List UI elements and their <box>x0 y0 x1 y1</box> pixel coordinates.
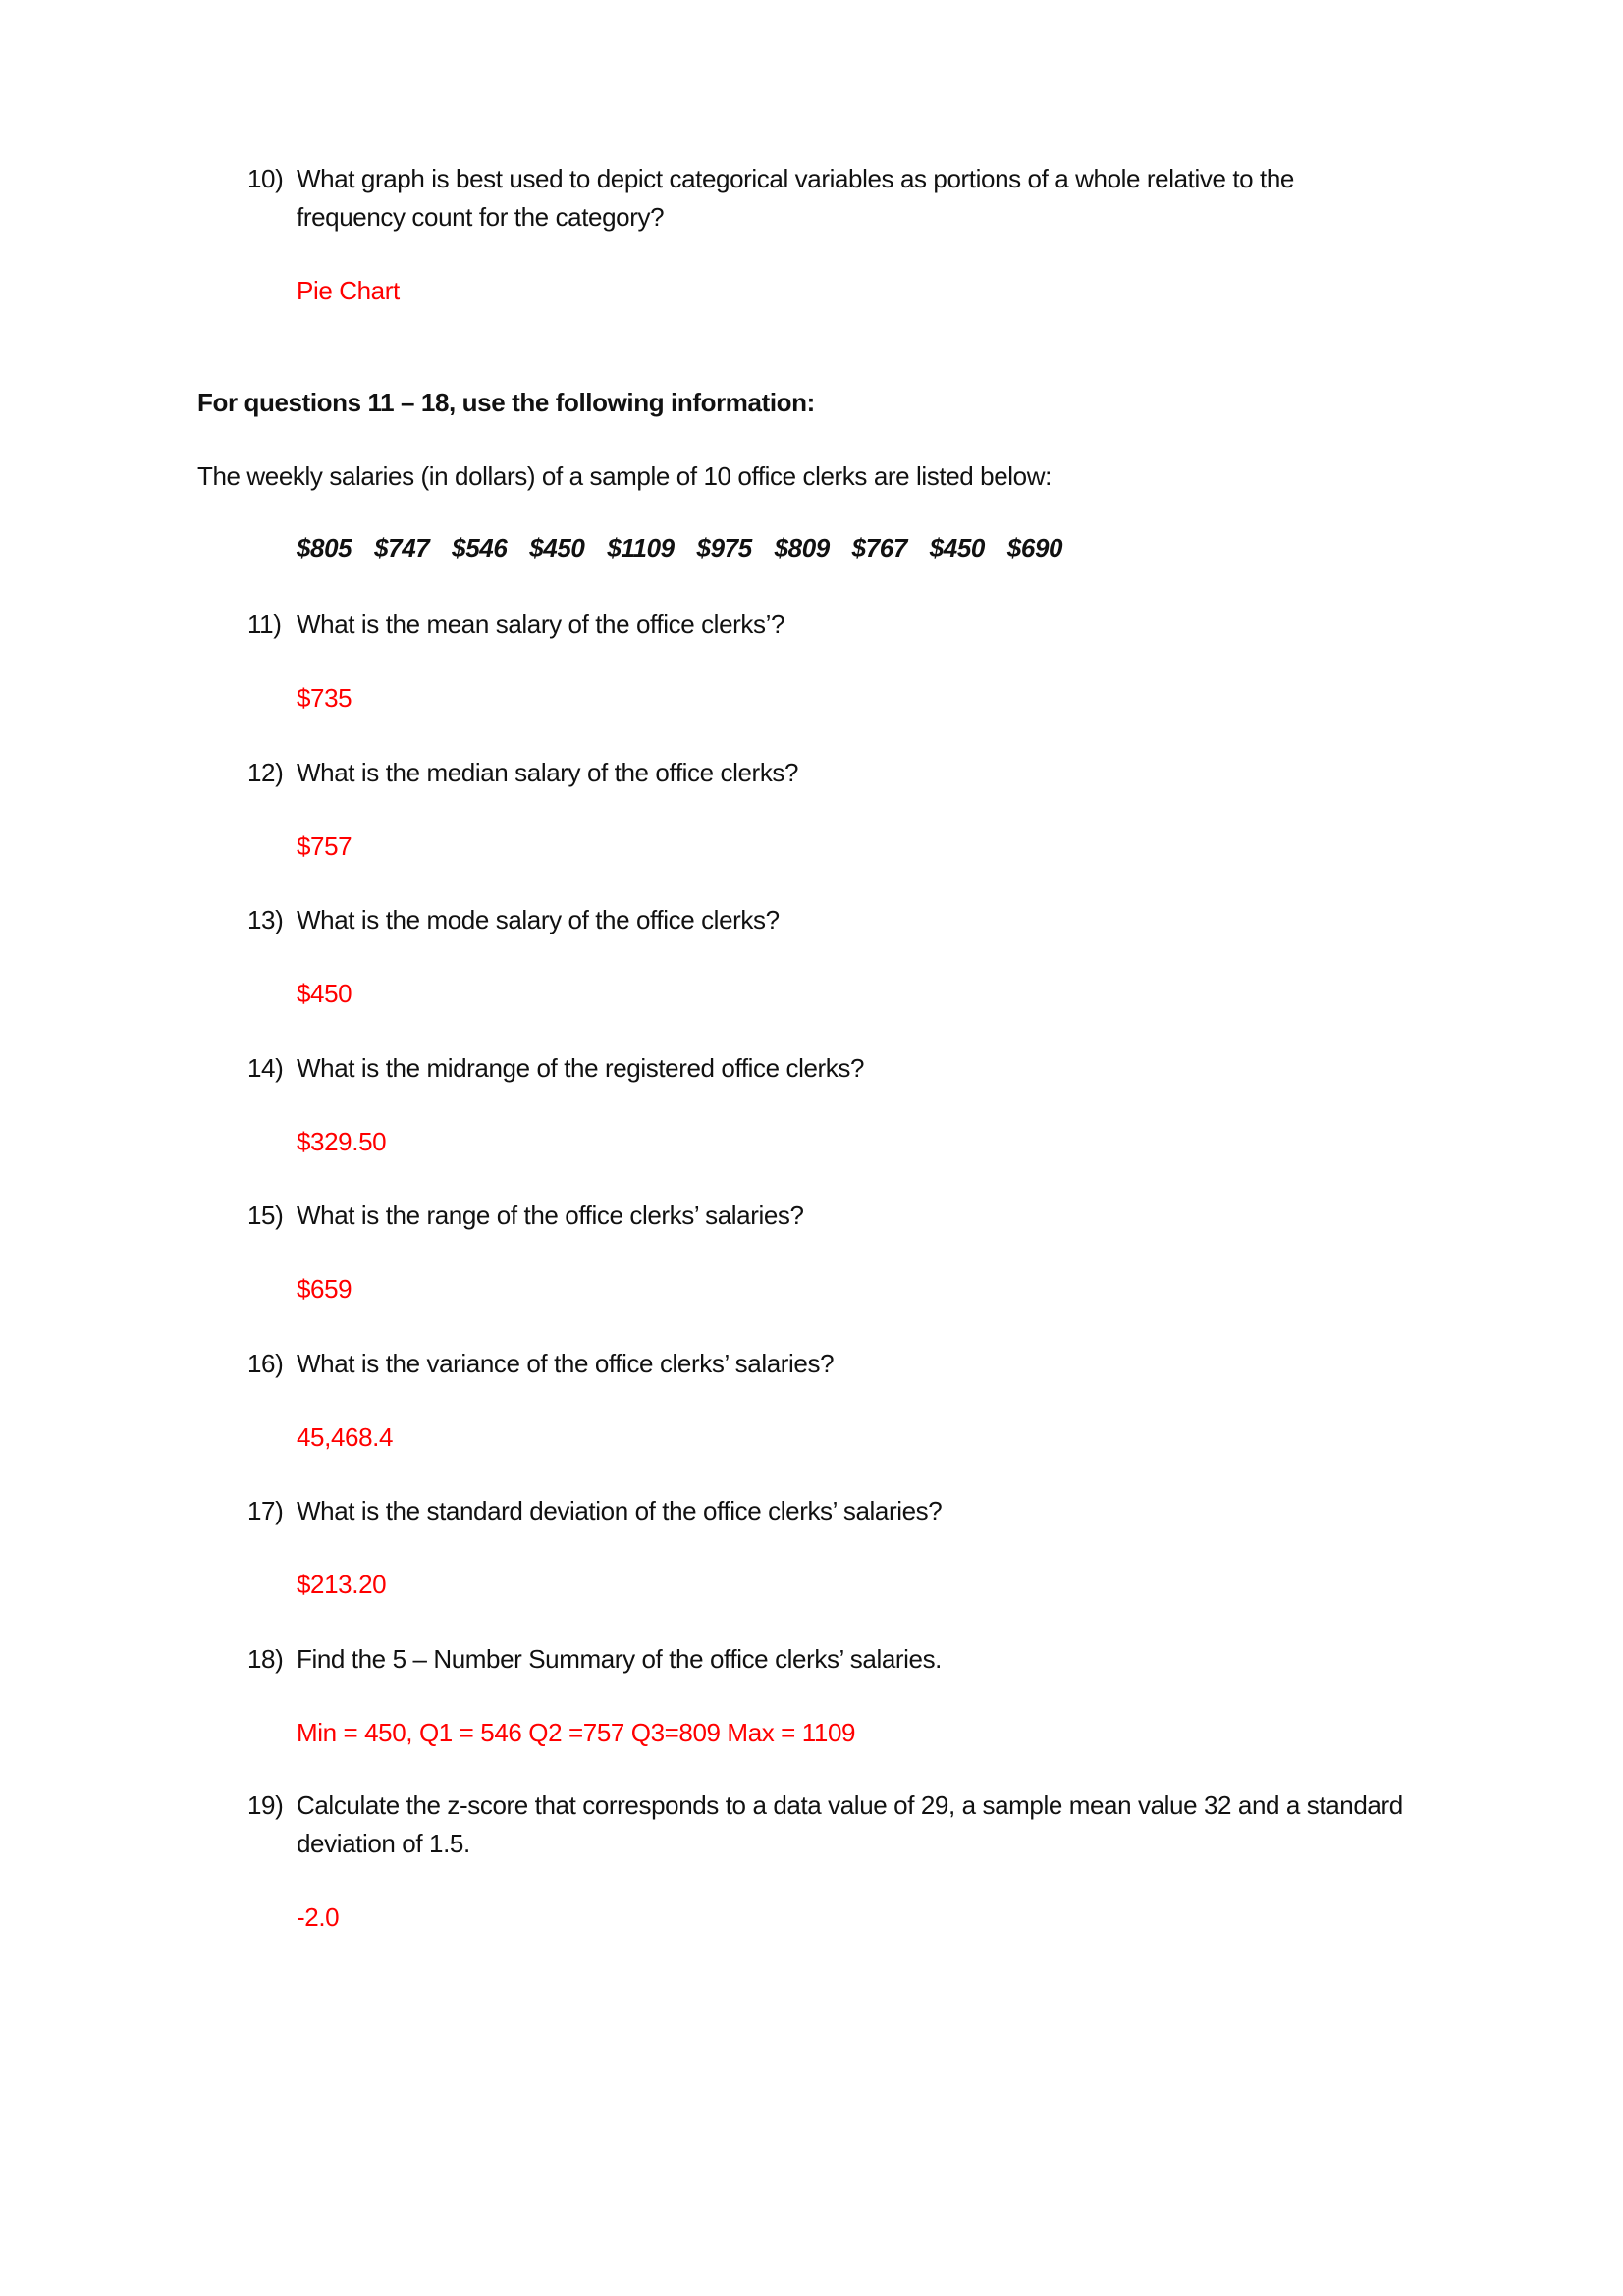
question-number: 14) <box>247 1052 284 1083</box>
answer-text: $450 <box>297 979 352 1008</box>
question-number: 19) <box>247 1790 284 1820</box>
salary-value: $747 <box>374 533 430 562</box>
question-text: What is the mean salary of the office clerks’? <box>297 610 785 639</box>
salary-value: $767 <box>851 533 907 562</box>
intro-text: The weekly salaries (in dollars) of a sample of 10 office clerks are listed below: <box>197 461 1052 491</box>
question-text: What graph is best used to depict categorical variables as portions of a whole relative to the <box>297 164 1294 193</box>
salary-value: $1109 <box>607 533 675 562</box>
question-number: 16) <box>247 1348 284 1378</box>
answer-text: $757 <box>297 830 352 861</box>
question-number: 15) <box>247 1201 284 1230</box>
answer-text: 45,468.4 <box>297 1421 394 1452</box>
question-text: Find the 5 – Number Summary of the office clerks’ salaries. <box>297 1643 943 1674</box>
question-number: 17) <box>247 1496 284 1525</box>
question-text: What is the variance of the office clerks’ salaries? <box>297 1348 835 1378</box>
salary-value: $450 <box>529 533 585 562</box>
salary-value: $690 <box>1006 533 1063 562</box>
answer-text: $659 <box>297 1274 352 1304</box>
answer-text: $213.20 <box>297 1570 387 1599</box>
question-text: What is the midrange of the registered office clerks? <box>297 1052 865 1083</box>
question-text: What is the median salary of the office clerks? <box>297 757 799 787</box>
question-text: frequency count for the category? <box>297 202 665 232</box>
question-number: 18) <box>247 1643 284 1674</box>
question-text: What is the range of the office clerks’ salaries? <box>297 1201 804 1230</box>
salary-value: $975 <box>696 533 752 562</box>
question-text: What is the standard deviation of the office clerks’ salaries? <box>297 1496 943 1525</box>
answer-text: Pie Chart <box>297 276 400 305</box>
answer-text: -2.0 <box>297 1902 340 1932</box>
question-number: 11) <box>247 610 282 639</box>
salary-value: $805 <box>297 533 352 562</box>
question-text: Calculate the z-score that corresponds to a data value of 29, a sample mean value 32 and a standard <box>297 1790 1403 1820</box>
question-number: 13) <box>247 905 284 934</box>
answer-text: Min = 450, Q1 = 546 Q2 =757 Q3=809 Max = 1109 <box>297 1717 856 1747</box>
question-number: 10) <box>247 164 284 193</box>
question-text: deviation of 1.5. <box>297 1829 470 1858</box>
section-header: For questions 11 – 18, use the following information: <box>197 388 815 417</box>
question-text: What is the mode salary of the office clerks? <box>297 905 780 934</box>
salary-value: $450 <box>929 533 985 562</box>
answer-text: $329.50 <box>297 1126 387 1156</box>
salary-value: $809 <box>774 533 830 562</box>
salary-value: $546 <box>452 533 508 562</box>
answer-text: $735 <box>297 683 352 713</box>
salary-list <box>297 530 1078 565</box>
question-number: 12) <box>247 757 284 787</box>
